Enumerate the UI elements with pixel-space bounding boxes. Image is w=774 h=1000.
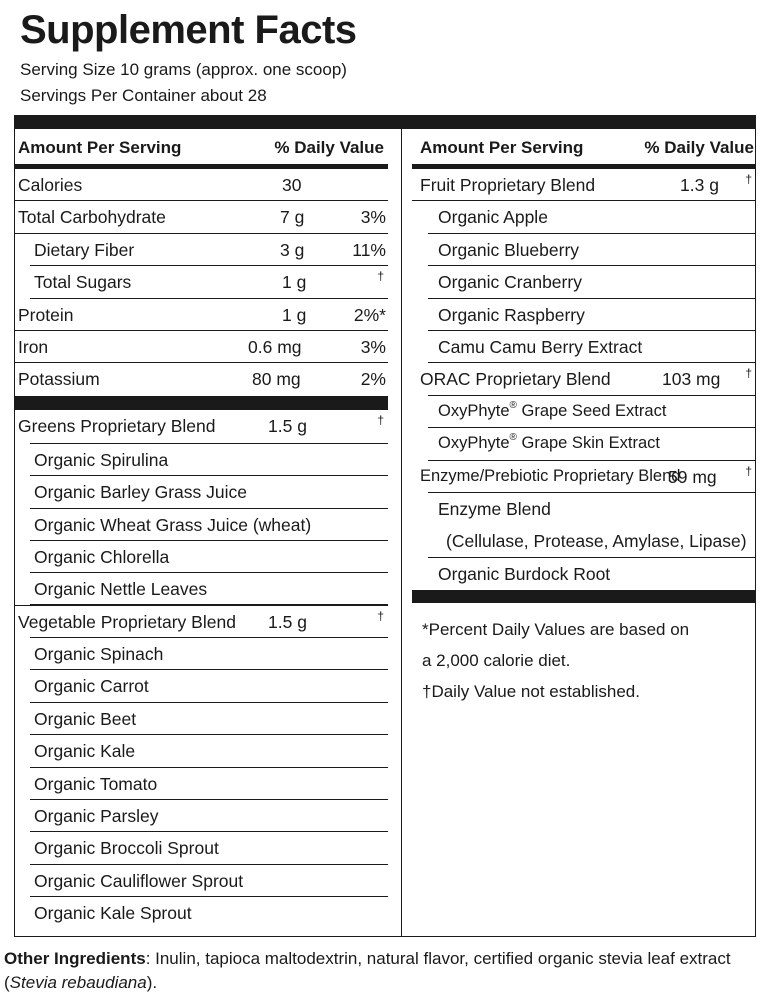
ingredient-name: Organic Nettle Leaves	[34, 579, 208, 600]
nutrient-dv: 11%	[352, 239, 386, 260]
ingredient-row	[412, 299, 756, 331]
ingredient-row	[14, 832, 388, 864]
ingredient-detail: (Cellulase, Protease, Amylase, Lipase)	[446, 531, 747, 552]
blend-row-orac	[412, 363, 756, 395]
nutrient-amount: 7 g	[280, 207, 305, 228]
ingredient-row	[14, 800, 388, 832]
ingredient-row	[14, 670, 388, 702]
servings-per-container: Servings Per Container about 28	[20, 86, 267, 105]
ingredient-row	[14, 509, 388, 541]
nutrient-row-protein	[14, 299, 388, 331]
dagger-mark: †	[377, 608, 384, 623]
ingredient-row	[412, 525, 756, 557]
ingredient-name: Organic Barley Grass Juice	[34, 482, 247, 503]
nutrient-amount: 0.6 mg	[248, 336, 302, 357]
nutrient-amount: 80 mg	[252, 369, 301, 390]
ingredient-suffix: Grape Skin Extract	[516, 434, 660, 453]
ingredient-row	[14, 865, 388, 897]
ingredient-row	[412, 558, 756, 590]
ingredient-name: Organic Spinach	[34, 644, 164, 665]
latin-name: Stevia rebaudiana	[9, 973, 147, 992]
ingredient-name: Organic Burdock Root	[438, 563, 611, 584]
ingredient-name: Organic Blueberry	[438, 239, 580, 260]
ingredient-name: Enzyme Blend	[438, 498, 551, 519]
ingredient-row	[14, 541, 388, 573]
brand-name: OxyPhyte	[438, 401, 510, 420]
ingredient-row	[14, 444, 388, 476]
nutrient-dv: 3%	[360, 207, 386, 228]
ingredient-row	[14, 476, 388, 508]
footnote-calorie-diet: a 2,000 calorie diet.	[422, 651, 571, 670]
blend-amount: 1.5 g	[268, 611, 307, 632]
blend-row-vegetable	[14, 606, 388, 638]
top-thick-bar	[14, 115, 756, 129]
ingredient-suffix: Grape Seed Extract	[516, 401, 667, 420]
ingredient-name	[438, 434, 660, 453]
nutrient-amount: 30	[282, 175, 302, 195]
right-column-header	[412, 129, 756, 169]
nutrient-row-iron	[14, 331, 388, 363]
registered-mark: ®	[509, 432, 517, 444]
daily-value-header: % Daily Value	[644, 138, 754, 157]
ingredient-row	[412, 331, 756, 363]
ingredient-row	[14, 897, 388, 929]
nutrient-name: Dietary Fiber	[34, 239, 135, 260]
paren-open: (	[4, 973, 10, 992]
nutrient-name: Total Sugars	[34, 272, 132, 293]
ingredient-name: Organic Kale	[34, 741, 136, 762]
ingredient-row	[14, 768, 388, 800]
ingredient-name: Organic Beet	[34, 708, 137, 729]
nutrient-name: Calories	[18, 175, 83, 195]
left-column	[14, 129, 388, 930]
amount-per-serving-header: Amount Per Serving	[420, 138, 584, 157]
ingredient-name: Organic Tomato	[34, 773, 158, 794]
footnote-dagger: †Daily Value not established.	[422, 682, 640, 701]
nutrient-amount: 3 g	[280, 239, 305, 260]
nutrient-amount: 1 g	[282, 304, 307, 325]
ingredient-row	[412, 234, 756, 266]
right-column	[412, 129, 756, 603]
ingredient-name: Organic Apple	[438, 207, 548, 228]
nutrient-name: Total Carbohydrate	[18, 207, 166, 228]
dagger-mark: †	[745, 366, 752, 381]
other-ingredients	[4, 947, 764, 995]
blend-amount: 1.5 g	[268, 415, 307, 436]
nutrient-name: Potassium	[18, 369, 100, 390]
serving-size: Serving Size 10 grams (approx. one scoop)	[20, 60, 347, 79]
ingredient-row	[412, 266, 756, 298]
ingredient-name: Organic Spirulina	[34, 449, 169, 470]
footnote-percent-dv: *Percent Daily Values are based on	[422, 620, 690, 639]
blend-amount: 59 mg	[668, 466, 717, 487]
ingredient-name: Organic Parsley	[34, 806, 159, 827]
ingredient-name: Organic Cranberry	[438, 272, 582, 293]
ingredient-name: Organic Wheat Grass Juice (wheat)	[34, 514, 312, 535]
left-column-header	[14, 129, 388, 169]
section-thick-bar	[14, 396, 388, 410]
blend-name: Greens Proprietary Blend	[18, 415, 216, 436]
dagger-mark: †	[745, 463, 752, 478]
blend-name: Vegetable Proprietary Blend	[18, 611, 236, 632]
nutrient-row-calories	[14, 169, 388, 201]
section-thick-bar	[412, 590, 756, 603]
ingredient-name: Camu Camu Berry Extract	[438, 336, 643, 357]
column-divider	[401, 129, 402, 937]
registered-mark: ®	[509, 399, 517, 411]
paren-close: ).	[146, 973, 158, 992]
ingredient-row	[412, 396, 756, 428]
nutrient-row-fiber	[14, 234, 388, 266]
ingredient-name: Organic Raspberry	[438, 304, 585, 325]
ingredient-name: Organic Cauliflower Sprout	[34, 870, 244, 891]
blend-amount: 103 mg	[662, 369, 721, 390]
other-ingredients-label: Other Ingredients	[4, 949, 146, 968]
blend-name: Enzyme/Prebiotic Proprietary Blend	[420, 466, 681, 485]
ingredient-row	[14, 638, 388, 670]
nutrient-dv: 3%	[360, 336, 386, 357]
ingredient-name: Organic Carrot	[34, 676, 149, 697]
dagger-mark: †	[745, 172, 752, 186]
other-ingredients-text: : Inulin, tapioca maltodextrin, natural flavor, certified organic stevia leaf extract	[145, 949, 731, 968]
dagger-mark: †	[377, 412, 384, 427]
daily-value-header: % Daily Value	[274, 138, 384, 157]
ingredient-name: Organic Kale Sprout	[34, 903, 192, 924]
ingredient-row	[14, 573, 388, 605]
amount-per-serving-header: Amount Per Serving	[18, 138, 182, 157]
nutrient-dv: 2%*	[353, 304, 386, 325]
nutrient-amount: 1 g	[282, 272, 307, 293]
nutrient-name: Protein	[18, 304, 74, 325]
nutrient-row-potassium	[14, 363, 388, 395]
ingredient-row	[14, 703, 388, 735]
panel-title: Supplement Facts	[20, 8, 357, 52]
nutrient-row-sugars	[14, 266, 388, 298]
brand-name: OxyPhyte	[438, 434, 510, 453]
ingredient-row	[14, 735, 388, 767]
dagger-mark: †	[377, 269, 384, 284]
nutrient-name: Iron	[18, 336, 49, 357]
blend-row-greens	[14, 410, 388, 444]
blend-name: ORAC Proprietary Blend	[420, 369, 611, 390]
nutrient-row-carbohydrate	[14, 201, 388, 233]
ingredient-row	[412, 493, 756, 525]
ingredient-row	[412, 201, 756, 233]
blend-row-fruit	[412, 169, 756, 201]
blend-row-enzyme	[412, 461, 756, 493]
blend-amount: 1.3 g	[680, 175, 719, 195]
ingredient-name: Organic Broccoli Sprout	[34, 838, 219, 859]
ingredient-name: Organic Chlorella	[34, 546, 170, 567]
ingredient-name	[438, 399, 667, 421]
nutrient-dv: 2%	[360, 369, 386, 390]
ingredient-row	[412, 428, 756, 460]
blend-name: Fruit Proprietary Blend	[420, 175, 596, 195]
